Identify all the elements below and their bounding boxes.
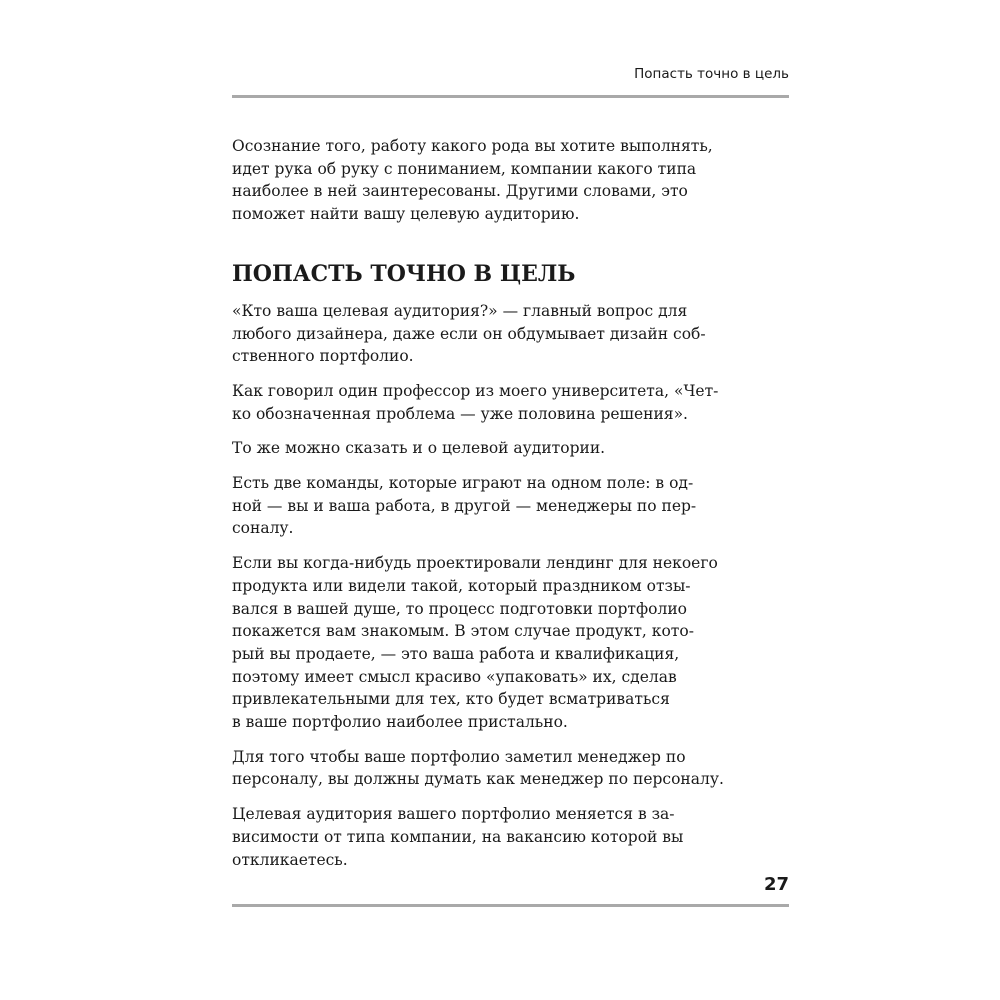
paragraph-two-teams <box>232 472 702 540</box>
text-line: ко обозначенная проблема — уже половина решения». <box>232 404 688 423</box>
text-line: соналу. <box>232 519 294 538</box>
paragraph-target-audience-question <box>232 300 706 368</box>
text-line: продукта или видели такой, который праздником отзы- <box>232 576 691 595</box>
text-line: ственного портфолио. <box>232 347 414 366</box>
text-line: «Кто ваша целевая аудитория?» — главный вопрос для <box>232 301 688 320</box>
text-line: поможет найти вашу целевую аудиторию. <box>232 205 580 224</box>
text-line: в ваше портфолио наиболее пристально. <box>232 713 568 732</box>
intro-paragraph <box>232 135 713 226</box>
text-line: привлекательными для тех, кто будет всматриваться <box>232 690 670 709</box>
page-body <box>232 135 724 883</box>
paragraph-professor-quote <box>232 380 719 425</box>
paragraph-same-for-audience <box>232 437 702 460</box>
text-line: Есть две команды, которые играют на одном поле: в од- <box>232 474 694 493</box>
header-rule <box>232 95 789 98</box>
text-line: Как говорил один профессор из моего университета, «Чет- <box>232 381 719 400</box>
text-line: идет рука об руку с пониманием, компании какого типа <box>232 159 697 178</box>
text-line: поэтому имеет смысл красиво «упаковать» их, сделав <box>232 667 677 686</box>
text-line: Для того чтобы ваше портфолио заметил менеджер по <box>232 747 686 766</box>
text-line: висимости от типа компании, на вакансию которой вы <box>232 827 684 846</box>
page-number: 27 <box>763 874 789 895</box>
text-line: любого дизайнера, даже если он обдумывает дизайн соб- <box>232 324 706 343</box>
section-heading: ПОПАСТЬ ТОЧНО В ЦЕЛЬ <box>232 260 576 287</box>
running-header: Попасть точно в цель <box>634 66 789 82</box>
text-line: Осознание того, работу какого рода вы хотите выполнять, <box>232 137 713 155</box>
paragraph-think-like-hr <box>232 746 724 791</box>
text-line: Если вы когда-нибудь проектировали лендинг для некоего <box>232 554 718 573</box>
text-line: рый вы продаете, — это ваша работа и квалификация, <box>232 644 680 663</box>
text-line: покажется вам знакомым. В этом случае продукт, кото- <box>232 622 694 641</box>
text-line: ной — вы и ваша работа, в другой — менеджеры по пер- <box>232 496 697 515</box>
text-line: Целевая аудитория вашего портфолио меняется в за- <box>232 805 675 824</box>
text-line: персоналу, вы должны думать как менеджер по персоналу. <box>232 770 724 789</box>
paragraph-audience-varies <box>232 803 702 871</box>
text-line: вался в вашей душе, то процесс подготовки портфолио <box>232 599 687 618</box>
text-line: То же можно сказать и о целевой аудитории. <box>232 439 606 458</box>
paragraph-landing-page <box>232 552 718 734</box>
text-line: откликаетесь. <box>232 850 348 869</box>
text-line: наиболее в ней заинтересованы. Другими словами, это <box>232 182 688 201</box>
footer-rule <box>232 904 789 907</box>
